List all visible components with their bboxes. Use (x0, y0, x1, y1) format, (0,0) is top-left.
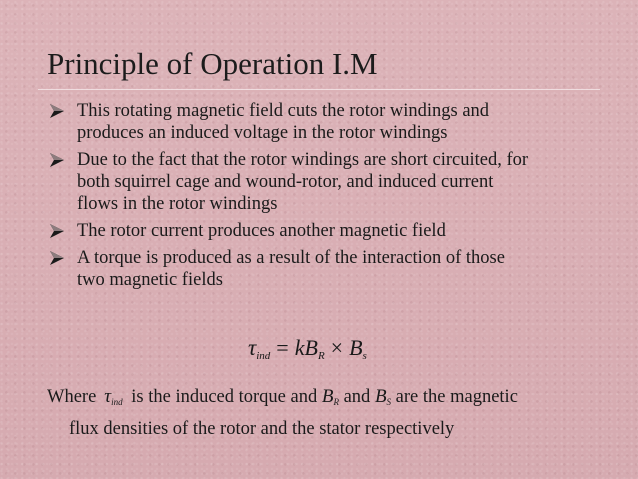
where-bs: B (374, 386, 387, 407)
equation-k: k (294, 335, 305, 360)
where-bs-symbol (375, 386, 391, 407)
bullet-list (47, 100, 607, 296)
bullet-text-line: two magnetic fields (77, 270, 223, 290)
where-bs-subscript: S (386, 397, 392, 407)
bullet-text-line: produces an induced voltage in the rotor windings (77, 123, 448, 143)
equation-b-stator: B (349, 335, 363, 360)
torque-equation (248, 333, 367, 371)
equation-tau-subscript: ind (256, 350, 271, 362)
bullet-text-line: Due to the fact that the rotor windings are short circuited, for (77, 150, 529, 170)
equation-stator-subscript: s (362, 350, 367, 362)
arrow-bullet-icon (49, 103, 65, 119)
slide-title: Principle of Operation I.M (47, 46, 378, 81)
bullet-item (47, 149, 607, 215)
bullet-text-line: flows in the rotor windings (77, 194, 278, 214)
where-br-subscript: R (333, 397, 339, 407)
bullet-item (47, 220, 607, 242)
where-text-2: are the magnetic (395, 387, 518, 407)
where-and: and (343, 387, 371, 407)
bullet-item (47, 247, 607, 291)
equation-equals: = (276, 335, 289, 360)
equation-tau: τ (248, 335, 257, 360)
equation-times: × (330, 335, 344, 360)
equation-b-rotor: B (304, 335, 318, 360)
where-paragraph (47, 386, 607, 440)
arrow-bullet-icon (49, 250, 65, 266)
where-br-symbol (322, 386, 339, 407)
bullet-text-line: The rotor current produces another magnetic field (77, 221, 446, 241)
bullet-text-line: both squirrel cage and wound-rotor, and induced current (77, 172, 494, 192)
equation-rotor-subscript: R (317, 350, 325, 362)
bullet-text-line: A torque is produced as a result of the interaction of those (77, 248, 505, 268)
where-text-1: is the induced torque and (131, 387, 318, 407)
where-tau-symbol (104, 386, 122, 407)
arrow-bullet-icon (49, 152, 65, 168)
where-br: B (321, 386, 334, 407)
where-line-2: flux densities of the rotor and the stator respectively (69, 419, 455, 439)
bullet-text-line: This rotating magnetic field cuts the rotor windings and (77, 101, 490, 121)
where-tau-subscript: ind (111, 397, 123, 407)
where-tau: τ (104, 386, 112, 407)
bullet-item (47, 100, 607, 144)
title-divider (38, 89, 600, 90)
where-word: Where (47, 387, 97, 407)
arrow-bullet-icon (49, 223, 65, 239)
